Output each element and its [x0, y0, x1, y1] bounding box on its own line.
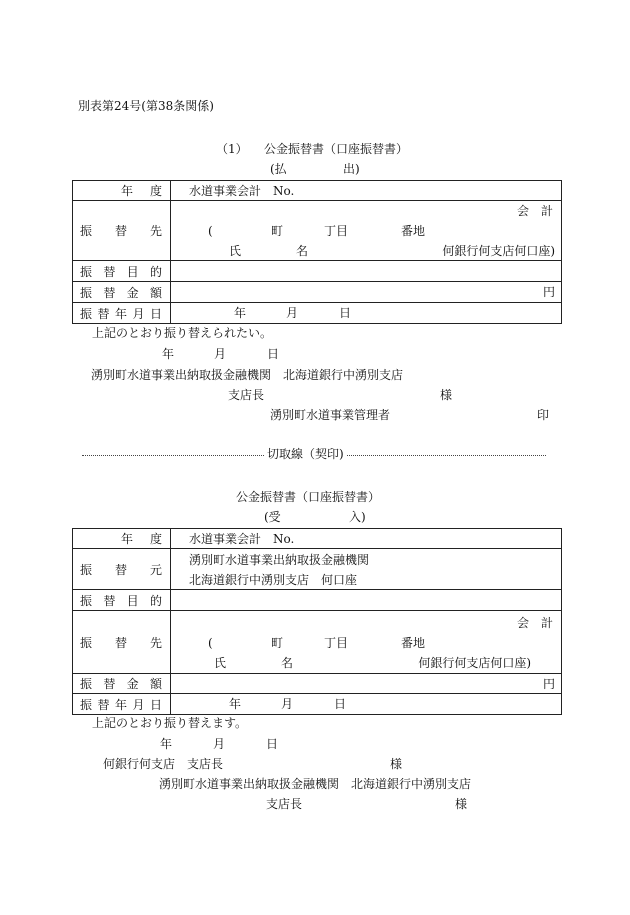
form1-purpose-field[interactable] [171, 261, 562, 282]
form1-amount-field[interactable] [171, 282, 562, 303]
form2-sign-day: 日 [266, 737, 279, 751]
annex-label: 別表第24号(第38条関係) [78, 99, 214, 113]
form2-source-line1: 湧別町水道事業出納取扱金融機関 [189, 553, 370, 567]
form2-date-day: 日 [334, 697, 347, 711]
form1-subtitle-close: 出) [343, 162, 360, 176]
form2-dest-banchi: 番地 [401, 636, 426, 650]
form2-sign-month: 月 [213, 737, 226, 751]
form1-date-year: 年 [234, 306, 247, 320]
form1-year-label: 年 度 [121, 184, 162, 198]
form1-to-org: 湧別町水道事業出納取扱金融機関 北海道銀行中湧別支店 [91, 368, 404, 382]
form2-table [72, 528, 562, 715]
form1-table [72, 180, 562, 324]
form1-dest-paren: ( [208, 224, 213, 238]
form1-seal: 印 [537, 408, 550, 422]
form1-dest-field[interactable] [171, 201, 562, 261]
form1-sign-year: 年 [162, 347, 175, 361]
form1-row-destination [73, 201, 562, 261]
form1-from-person: 湧別町水道事業管理者 [270, 408, 391, 422]
form1-dest-chome: 丁目 [324, 224, 349, 238]
form2-to-bank: 何銀行何支店 支店長 [103, 757, 224, 771]
form2-subtitle-open: (受 [264, 510, 281, 524]
cut-line-label: 切取線（契印) [264, 448, 347, 460]
form1-to-manager: 支店長 [228, 388, 265, 402]
form1-dest-banchi: 番地 [401, 224, 426, 238]
form2-source-label: 振 替 元 [80, 562, 162, 577]
form2-year-label: 年 度 [121, 532, 162, 546]
form1-dest-mei: 名 [296, 244, 309, 258]
form1-dest-kaikei: 会 計 [516, 204, 553, 218]
form1-date-field[interactable] [171, 303, 562, 324]
form2-dest-mei: 名 [281, 656, 294, 670]
form2-year-value: 水道事業会計 No. [189, 532, 295, 546]
form2-date-field[interactable] [171, 694, 562, 715]
form2-date-year: 年 [229, 697, 242, 711]
form2-sign-year: 年 [160, 737, 173, 751]
form1-title: 公金振替書（口座振替書） [264, 142, 409, 156]
form2-row-destination [73, 611, 562, 674]
form2-dest-paren: ( [208, 636, 213, 650]
form2-amount-field[interactable] [171, 674, 562, 694]
form2-from-org: 湧別町水道事業出納取扱金融機関 北海道銀行中湧別支店 [159, 777, 472, 791]
form2-row-purpose [73, 590, 562, 611]
form1-subtitle-open: (払 [270, 162, 287, 176]
form1-amount-label: 振替金額 [80, 285, 162, 300]
form1-row-date [73, 303, 562, 324]
form1-note: 上記のとおり振り替えられたい。 [92, 326, 273, 340]
form2-to-sama: 様 [390, 757, 403, 771]
form2-dest-shi: 氏 [214, 656, 227, 670]
form2-dest-chome: 丁目 [324, 636, 349, 650]
form2-row-source [73, 549, 562, 590]
form2-row-year [73, 529, 562, 549]
form2-date-month: 月 [281, 697, 294, 711]
form2-year-field[interactable] [171, 529, 562, 549]
form2-note: 上記のとおり振り替えます。 [92, 716, 248, 730]
form2-row-amount [73, 674, 562, 694]
form2-row-date [73, 694, 562, 715]
form2-dest-kaikei: 会 計 [516, 616, 553, 630]
form2-dest-cho: 町 [271, 636, 284, 650]
form1-row-purpose [73, 261, 562, 282]
form1-date-day: 日 [339, 306, 352, 320]
form2-purpose-label: 振替目的 [80, 593, 162, 608]
form1-dest-label: 振 替 先 [80, 224, 162, 238]
form2-purpose-field[interactable] [171, 590, 562, 611]
form2-date-label: 振替年月日 [80, 697, 162, 712]
form2-dest-bank: 何銀行何支店何口座) [418, 656, 531, 670]
form1-number: （1） [216, 142, 248, 156]
form1-row-amount [73, 282, 562, 303]
form2-subtitle-close: 入) [349, 510, 366, 524]
form2-source-line2: 北海道銀行中湧別支店 何口座 [189, 573, 358, 587]
form1-purpose-label: 振替目的 [80, 264, 162, 279]
form1-sign-day: 日 [267, 347, 280, 361]
form1-dest-bank: 何銀行何支店何口座) [442, 244, 555, 258]
form1-to-sama: 様 [440, 388, 453, 402]
form2-from-sama: 様 [455, 797, 468, 811]
form1-date-label: 振替年月日 [80, 306, 162, 321]
form1-dest-shi: 氏 [229, 244, 242, 258]
form1-dest-cho: 町 [271, 224, 284, 238]
form2-amount-unit: 円 [542, 677, 555, 691]
form1-year-value: 水道事業会計 No. [189, 184, 295, 198]
form1-row-year [73, 181, 562, 201]
form1-sign-month: 月 [214, 347, 227, 361]
form2-dest-field[interactable] [171, 611, 562, 674]
form1-year-field[interactable] [171, 181, 562, 201]
form1-amount-unit: 円 [542, 285, 555, 299]
form2-from-manager: 支店長 [266, 797, 303, 811]
form1-date-month: 月 [286, 306, 299, 320]
form2-dest-label: 振 替 先 [80, 635, 162, 650]
form2-source-field[interactable] [171, 549, 562, 590]
form2-amount-label: 振替金額 [80, 677, 162, 691]
form2-title: 公金振替書（口座振替書） [236, 490, 381, 504]
